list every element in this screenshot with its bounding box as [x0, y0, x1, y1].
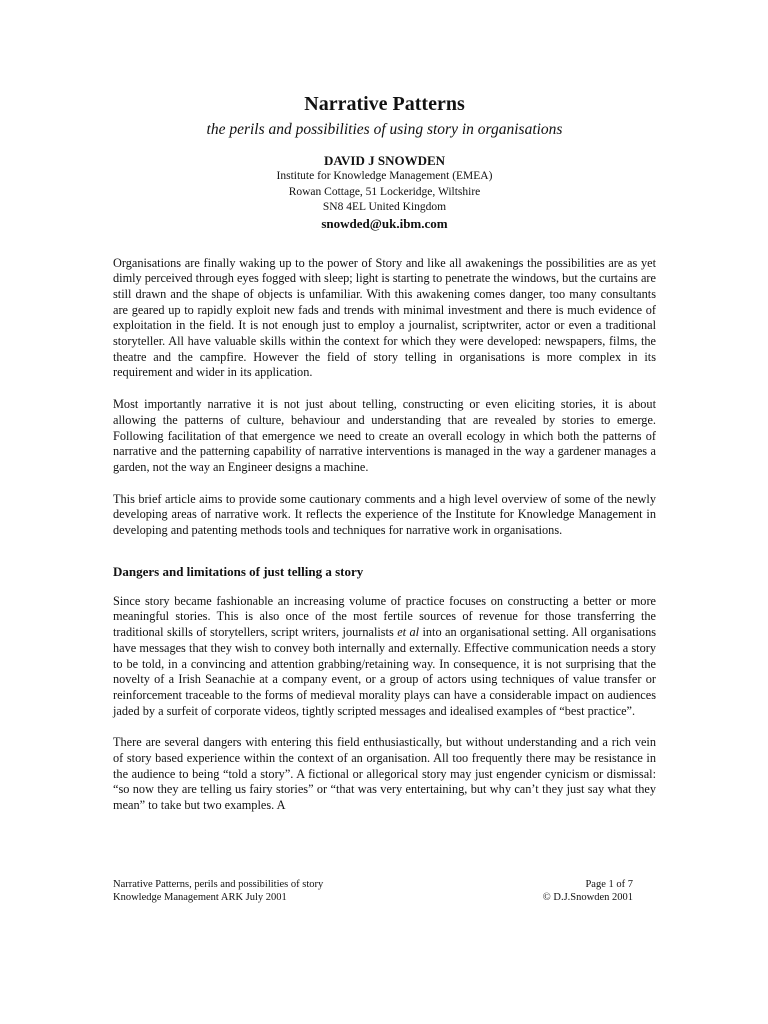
document-page [113, 92, 656, 814]
paper-subtitle: the perils and possibilities of using story in organisations [206, 121, 563, 138]
footer-page-number: Page 1 of 7 [585, 879, 633, 890]
footer-publication: Knowledge Management ARK July 2001 [113, 892, 287, 903]
et-al-italic: et al [397, 625, 420, 640]
affiliation-line-3: SN8 4EL United Kingdom [322, 201, 447, 213]
section-heading: Dangers and limitations of just telling a story [113, 563, 364, 579]
affiliation-line-2: Rowan Cottage, 51 Lockeridge, Wiltshire [288, 185, 481, 198]
affiliation-line-1: Institute for Knowledge Management (EMEA) [276, 170, 493, 182]
paragraph-4-part-a: Since story became fashionable an increasing volume of practice focuses on constructing a better or more meaningful stories. This is also once of the most fertile sources of revenue for those transferring the traditional skills of storytellers, script writers, journalists [113, 593, 656, 640]
page-footer [113, 878, 633, 904]
paragraph-3: This brief article aims to provide some cautionary comments and a high level overview of some of the newly developing areas of narrative work. It reflects the experience of the Institute for Knowledge Management in developing and patenting methods tools and techniques for narrative work in organisations. [113, 491, 656, 538]
author-email: snowded@uk.ibm.com [321, 215, 448, 231]
paragraph-4-part-b: into an organisational setting. All organisations have messages that they wish to convey both internally and externally. Effective communication needs a story to be told, in a convincing and attention grabbing/retaining way. In consequence, it is not surprising that the novelty of a Irish Seanachie at a company event, or a group of actors using techniques of value transfer or reinforcement traceable to the forms of medieval morality plays can have a considerable impact on audiences jaded by a surfeit of corporate videos, tightly scripted messages and idealised examples of “best practice”. [113, 625, 657, 718]
author-name: DAVID J SNOWDEN [323, 153, 446, 168]
footer-doc-title: Narrative Patterns, perils and possibilities of story [113, 879, 324, 890]
paragraph-5: There are several dangers with entering this field enthusiastically, but without understanding and a rich vein of story based experience within the context of an organisation. All too frequently there may be resistance in the audience to being “told a story”. A fictional or allegorical story may just engender cynicism or dismissal: “so now they are telling us fairy stories” or “that was very entertaining, but why can’t they just say what they mean” to take but two examples. A [113, 735, 656, 813]
paragraph-2: Most importantly narrative it is not just about telling, constructing or even eliciting stories, it is about allowing the patterns of culture, behaviour and understanding that are revealed by stories to emerge. Following facilitation of that emergence we need to create an overall ecology in which both the patterns of narrative and the patterning capability of narrative interventions is managed in the way a gardener manages a garden, not the way an Engineer designs a machine. [113, 397, 656, 474]
paragraph-4 [113, 594, 656, 720]
footer-copyright: © D.J.Snowden 2001 [542, 892, 633, 903]
paper-title: Narrative Patterns [304, 93, 465, 115]
paragraph-1: Organisations are finally waking up to the power of Story and like all awakenings the possibilities are as yet dimly perceived through eyes fogged with sleep; light is starting to penetrate the windows, but the curtains are still drawn and the shape of objects is unfamiliar. With this awakening comes danger, too many consultants are geared up to rapidly exploit new fads and trends with minimal investment and there is much evidence of exploitation in the field. It is not enough just to employ a journalist, scriptwriter, actor or even a traditional storyteller. All have valuable skills within the context for which they were developed: newspapers, films, the theatre and the campfire. However the field of story telling in organisations is more complex in its requirement and wider in its application. [113, 255, 656, 380]
